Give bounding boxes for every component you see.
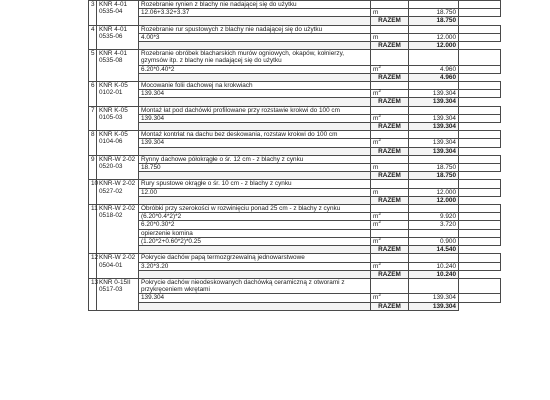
unit-superscript: 2 xyxy=(378,89,381,95)
calc-row xyxy=(89,237,501,245)
item-description xyxy=(139,278,371,293)
calc-quantity: 0.900 xyxy=(409,237,459,245)
razem-total: 12.000 xyxy=(409,196,459,204)
calc-row xyxy=(89,33,501,41)
item-qty-cell xyxy=(409,50,459,65)
description-line: Obróbki przy szerokości w rozwinięciu ponad 25 cm - z blachy z cynku xyxy=(141,205,341,213)
item-qty-cell xyxy=(409,278,459,293)
item-row xyxy=(89,205,501,213)
calc-row xyxy=(89,221,501,229)
item-code xyxy=(97,278,139,310)
description-line: Rozebranie rur spustowych z blachy nie nadającej się do użytku xyxy=(141,25,323,33)
item-number: 4 xyxy=(89,25,97,50)
item-qty-cell xyxy=(409,205,459,213)
calc-row xyxy=(89,294,501,302)
item-code xyxy=(97,155,139,180)
item-code xyxy=(97,106,139,131)
unit-superscript: 2 xyxy=(378,64,381,70)
razem-label: RAZEM xyxy=(371,98,409,106)
calc-total-blank xyxy=(459,65,501,73)
calc-formula: opierzenie komina xyxy=(139,229,371,237)
item-unit-cell xyxy=(371,106,409,114)
item-description xyxy=(139,254,371,262)
item-row xyxy=(89,155,501,163)
calc-formula: 139.304 xyxy=(139,114,371,122)
calc-quantity: 139.304 xyxy=(409,90,459,98)
item-total-cell xyxy=(459,180,501,188)
razem-spacer xyxy=(139,147,371,155)
item-unit-cell xyxy=(371,254,409,262)
calc-formula: 6.20*0.40*2 xyxy=(139,65,371,73)
razem-spacer xyxy=(139,17,371,25)
calc-total-blank xyxy=(459,164,501,172)
estimate-table xyxy=(88,0,501,311)
razem-total: 12.000 xyxy=(409,42,459,50)
calc-formula: 139.304 xyxy=(139,139,371,147)
razem-row xyxy=(89,302,501,310)
description-line: Rynny dachowe półokrągłe o śr. 12 cm - z blachy z cynku xyxy=(141,155,304,163)
item-row xyxy=(89,278,501,293)
calc-total-blank xyxy=(459,237,501,245)
estimate-table-body xyxy=(89,1,501,311)
razem-row xyxy=(89,270,501,278)
razem-row xyxy=(89,123,501,131)
calc-unit: m xyxy=(371,164,409,172)
description-line: Pokrycie dachów nieodeskowanych dachówką ceramiczną z otworami z xyxy=(141,278,345,286)
unit-superscript: 2 xyxy=(378,138,381,144)
item-row xyxy=(89,82,501,90)
item-code-text: KNR 4-01 0535-06 xyxy=(99,25,128,40)
description-line: gzymsów itp. z blachy nie nadającej się do użytku xyxy=(141,57,282,65)
item-description xyxy=(139,205,371,213)
calc-row xyxy=(89,164,501,172)
calc-quantity: 18.750 xyxy=(409,164,459,172)
calc-formula: 6.20*0.30*2 xyxy=(139,221,371,229)
razem-total: 139.304 xyxy=(409,147,459,155)
item-number: 12 xyxy=(89,254,97,279)
calc-row xyxy=(89,229,501,237)
razem-row xyxy=(89,172,501,180)
item-row xyxy=(89,106,501,114)
item-code xyxy=(97,1,139,26)
razem-row xyxy=(89,147,501,155)
calc-total-blank xyxy=(459,90,501,98)
item-code-text: KNR 0-15II 0517-03 xyxy=(99,278,131,294)
calc-unit: $m^2$ xyxy=(371,237,409,245)
item-total-cell xyxy=(459,278,501,293)
item-row xyxy=(89,254,501,262)
item-code xyxy=(97,82,139,107)
calc-quantity: 3.720 xyxy=(409,221,459,229)
calc-row xyxy=(89,139,501,147)
description-line: Pokrycie dachów papą termozgrzewalną jednowarstwowe xyxy=(141,254,305,262)
razem-row xyxy=(89,42,501,50)
calc-row xyxy=(89,114,501,122)
description-line: Rozebranie obróbek blacharskich murów ogniowych, okapów, kołnierzy, xyxy=(141,50,345,58)
calc-total-blank xyxy=(459,9,501,17)
calc-unit: $m^2$ xyxy=(371,262,409,270)
item-description xyxy=(139,82,371,90)
item-number: 8 xyxy=(89,131,97,156)
razem-row xyxy=(89,246,501,254)
item-code-text: KNR-W 2-02 0520-03 xyxy=(99,155,136,171)
item-qty-cell xyxy=(409,1,459,9)
item-row xyxy=(89,180,501,188)
razem-spacer xyxy=(139,270,371,278)
calc-total-blank xyxy=(459,114,501,122)
razem-label: RAZEM xyxy=(371,270,409,278)
calc-total-blank xyxy=(459,229,501,237)
item-description xyxy=(139,180,371,188)
item-qty-cell xyxy=(409,180,459,188)
calc-total-blank xyxy=(459,213,501,221)
calc-unit: $m^2$ xyxy=(371,90,409,98)
unit-superscript: 2 xyxy=(378,220,381,226)
item-number: 3 xyxy=(89,1,97,26)
item-unit-cell xyxy=(371,205,409,213)
razem-label: RAZEM xyxy=(371,17,409,25)
calc-unit xyxy=(371,229,409,237)
calc-quantity: 139.304 xyxy=(409,294,459,302)
item-unit-cell xyxy=(371,278,409,293)
item-description xyxy=(139,1,371,9)
calc-formula: (1.20*2+0.60*2)*0.25 xyxy=(139,237,371,245)
item-row xyxy=(89,131,501,139)
item-qty-cell xyxy=(409,82,459,90)
description-line: Montaż łat pod dachówki profilowane przy rozstawie krokwi do 100 cm xyxy=(141,106,340,114)
item-description xyxy=(139,106,371,114)
item-code xyxy=(97,205,139,254)
razem-label: RAZEM xyxy=(371,123,409,131)
calc-row xyxy=(89,188,501,196)
calc-row xyxy=(89,9,501,17)
calc-quantity xyxy=(409,229,459,237)
item-code xyxy=(97,50,139,82)
item-code xyxy=(97,254,139,279)
calc-quantity: 18.750 xyxy=(409,9,459,17)
razem-row xyxy=(89,17,501,25)
calc-row xyxy=(89,213,501,221)
razem-total: 139.304 xyxy=(409,302,459,310)
item-number: 11 xyxy=(89,205,97,254)
item-number: 7 xyxy=(89,106,97,131)
razem-label: RAZEM xyxy=(371,196,409,204)
calc-row xyxy=(89,90,501,98)
razem-total: 18.750 xyxy=(409,172,459,180)
item-code xyxy=(97,25,139,50)
unit-superscript: 2 xyxy=(378,261,381,267)
calc-formula: 139.304 xyxy=(139,90,371,98)
item-unit-cell xyxy=(371,1,409,9)
calc-formula: (6.20*0.4*2)*2 xyxy=(139,213,371,221)
item-code-text: KNR-W 2-02 0518-02 xyxy=(99,205,136,220)
description-line: Mocowanie folii dachowej na krokwiach xyxy=(141,82,253,90)
item-total-cell xyxy=(459,131,501,139)
calc-quantity: 12.000 xyxy=(409,33,459,41)
item-row xyxy=(89,25,501,33)
item-unit-cell xyxy=(371,180,409,188)
calc-quantity: 10.240 xyxy=(409,262,459,270)
razem-total: 14.540 xyxy=(409,246,459,254)
calc-unit: $m^2$ xyxy=(371,65,409,73)
razem-total: 10.240 xyxy=(409,270,459,278)
calc-unit: $m^2$ xyxy=(371,294,409,302)
item-code-text: KNR 4-01 0535-04 xyxy=(99,1,128,16)
razem-label: RAZEM xyxy=(371,147,409,155)
calc-formula: 139.304 xyxy=(139,294,371,302)
razem-row xyxy=(89,73,501,81)
item-unit-cell xyxy=(371,82,409,90)
item-code-text: KNR K-05 0102-01 xyxy=(99,82,128,97)
item-unit-cell xyxy=(371,25,409,33)
item-number: 13 xyxy=(89,278,97,310)
item-number: 6 xyxy=(89,82,97,107)
razem-label: RAZEM xyxy=(371,73,409,81)
calc-unit: $m^2$ xyxy=(371,114,409,122)
unit-superscript: 2 xyxy=(378,293,381,299)
calc-total-blank xyxy=(459,139,501,147)
unit-superscript: 2 xyxy=(378,212,381,218)
calc-formula: 12.06+3.32+3.37 xyxy=(139,9,371,17)
item-total-cell xyxy=(459,1,501,9)
calc-formula: 12.00 xyxy=(139,188,371,196)
calc-quantity: 139.304 xyxy=(409,114,459,122)
item-qty-cell xyxy=(409,155,459,163)
razem-total: 139.304 xyxy=(409,123,459,131)
razem-spacer xyxy=(139,172,371,180)
calc-quantity: 9.920 xyxy=(409,213,459,221)
calc-total-blank xyxy=(459,33,501,41)
calc-unit: $m^2$ xyxy=(371,221,409,229)
item-total-cell xyxy=(459,106,501,114)
razem-total: 18.750 xyxy=(409,17,459,25)
description-line: przykręceniem wkrętami xyxy=(141,286,210,294)
description-line: Montaż kontrłat na dachu bez deskowania, rozstaw krokwi do 100 cm xyxy=(141,131,338,139)
item-unit-cell xyxy=(371,131,409,139)
calc-unit: m xyxy=(371,188,409,196)
unit-superscript: 2 xyxy=(378,113,381,119)
item-qty-cell xyxy=(409,25,459,33)
item-code xyxy=(97,180,139,205)
razem-label: RAZEM xyxy=(371,246,409,254)
item-row xyxy=(89,1,501,9)
item-code-text: KNR-W 2-02 0504-01 xyxy=(99,254,136,269)
razem-label: RAZEM xyxy=(371,42,409,50)
razem-spacer xyxy=(139,98,371,106)
razem-spacer xyxy=(139,302,371,310)
item-total-cell xyxy=(459,254,501,262)
calc-row xyxy=(89,262,501,270)
calc-formula: 4.00*3 xyxy=(139,33,371,41)
item-description xyxy=(139,25,371,33)
calc-total-blank xyxy=(459,262,501,270)
description-line: Rozebranie rynien z blachy nie nadającej się do użytku xyxy=(141,1,297,8)
item-number: 10 xyxy=(89,180,97,205)
razem-spacer xyxy=(139,73,371,81)
item-unit-cell xyxy=(371,155,409,163)
razem-row xyxy=(89,196,501,204)
item-total-cell xyxy=(459,50,501,65)
calc-quantity: 139.304 xyxy=(409,139,459,147)
item-description xyxy=(139,155,371,163)
description-line: Rury spustowe okrągłe o śr. 10 cm - z blachy z cynku xyxy=(141,180,292,188)
calc-total-blank xyxy=(459,221,501,229)
calc-quantity: 4.960 xyxy=(409,65,459,73)
item-number: 5 xyxy=(89,50,97,82)
item-code-text: KNR-W 2-02 0527-02 xyxy=(99,180,136,195)
item-total-cell xyxy=(459,205,501,213)
calc-unit: $m^2$ xyxy=(371,213,409,221)
item-total-cell xyxy=(459,25,501,33)
item-code xyxy=(97,131,139,156)
calc-total-blank xyxy=(459,294,501,302)
calc-quantity: 12.000 xyxy=(409,188,459,196)
item-total-cell xyxy=(459,82,501,90)
razem-label: RAZEM xyxy=(371,302,409,310)
item-description xyxy=(139,50,371,65)
razem-total: 139.304 xyxy=(409,98,459,106)
razem-spacer xyxy=(139,246,371,254)
calc-unit: m xyxy=(371,33,409,41)
calc-formula: 3.20*3.20 xyxy=(139,262,371,270)
calc-unit: $m^2$ xyxy=(371,139,409,147)
item-unit-cell xyxy=(371,50,409,65)
item-code-text: KNR K-05 0104-06 xyxy=(99,131,128,146)
item-description xyxy=(139,131,371,139)
item-qty-cell xyxy=(409,254,459,262)
item-total-cell xyxy=(459,155,501,163)
calc-total-blank xyxy=(459,188,501,196)
item-qty-cell xyxy=(409,106,459,114)
calc-unit: m xyxy=(371,9,409,17)
item-code-text: KNR K-05 0105-03 xyxy=(99,106,128,121)
calc-row xyxy=(89,65,501,73)
razem-spacer xyxy=(139,42,371,50)
calc-formula: 18.750 xyxy=(139,164,371,172)
item-code-text: KNR 4-01 0535-08 xyxy=(99,50,128,65)
unit-superscript: 2 xyxy=(378,236,381,242)
item-row xyxy=(89,50,501,65)
razem-total: 4.960 xyxy=(409,73,459,81)
razem-spacer xyxy=(139,123,371,131)
item-qty-cell xyxy=(409,131,459,139)
razem-label: RAZEM xyxy=(371,172,409,180)
item-number: 9 xyxy=(89,155,97,180)
razem-row xyxy=(89,98,501,106)
razem-spacer xyxy=(139,196,371,204)
